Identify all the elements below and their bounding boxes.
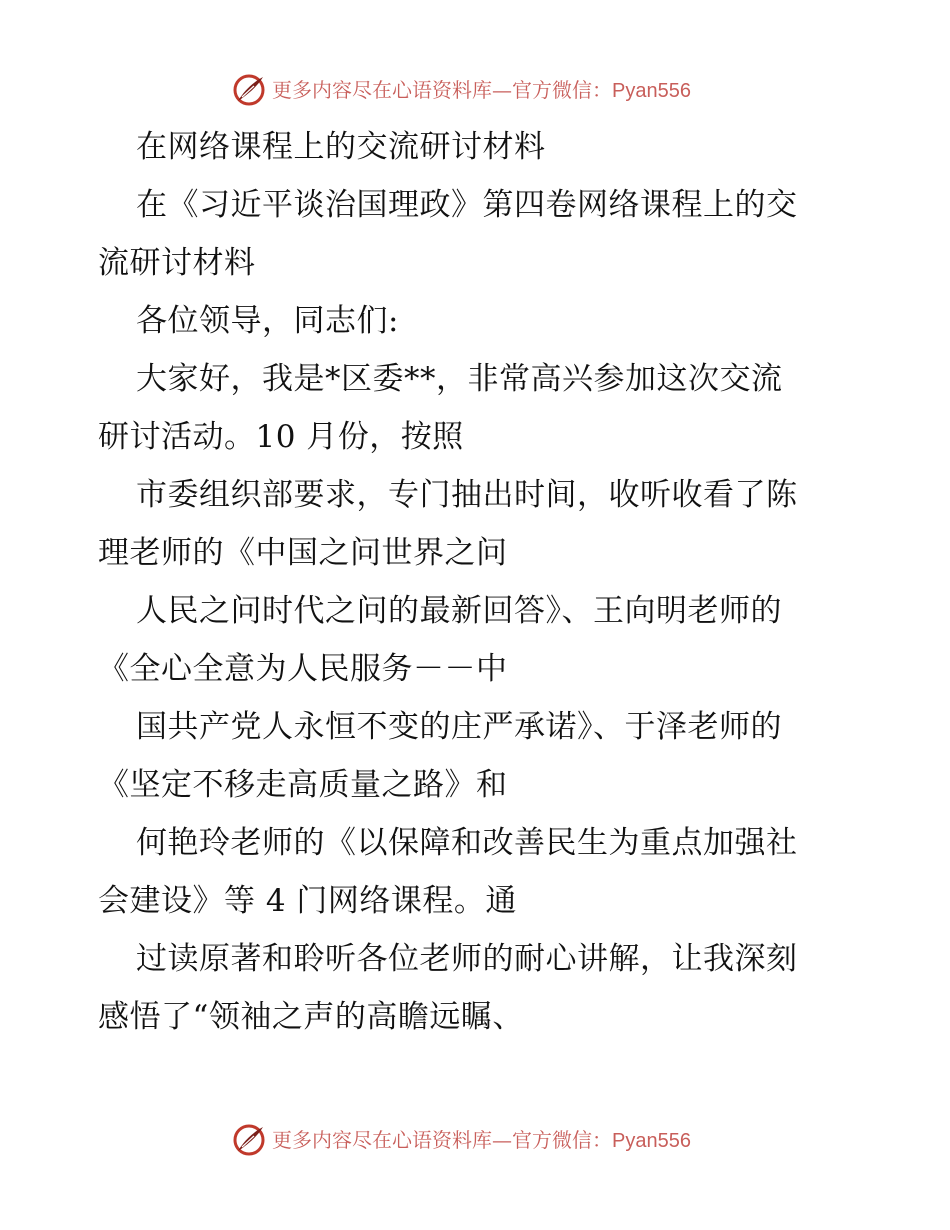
- paragraph-line: 何艳玲老师的《以保障和改善民生为重点加强社: [136, 825, 798, 861]
- paragraph-line: 市委组织部要求，专门抽出时间，收听收看了陈: [136, 477, 798, 513]
- paragraph-line: 研讨活动。10 月份，按照: [98, 419, 464, 455]
- header-wechat-label: 官方微信：: [512, 77, 612, 102]
- paragraph-line: 在《习近平谈治国理政》第四卷网络课程上的交: [136, 187, 798, 223]
- quill-logo-icon: [232, 1123, 266, 1157]
- footer-wechat-id: Pyan556: [612, 1129, 691, 1152]
- footer-site-name: 更多内容尽在心语资料库: [272, 1127, 492, 1152]
- header-separator: —: [492, 77, 512, 102]
- paragraph-line: 理老师的《中国之问世界之问: [98, 535, 508, 571]
- footer-wechat-label: 官方微信：: [512, 1127, 612, 1152]
- paragraph-line: 《坚定不移走高质量之路》和: [98, 767, 508, 803]
- header-wechat-id: Pyan556: [612, 79, 691, 102]
- paragraph-line: 流研讨材料: [98, 245, 256, 281]
- document-title: 在网络课程上的交流研讨材料: [136, 129, 546, 165]
- paragraph-line: 会建设》等 4 门网络课程。通: [98, 883, 517, 919]
- footer-banner-text: [272, 1127, 691, 1152]
- header-site-name: 更多内容尽在心语资料库: [272, 77, 492, 102]
- quill-logo-icon: [232, 73, 266, 107]
- paragraph-line: 感悟了“领袖之声的高瞻远瞩、: [98, 999, 524, 1035]
- paragraph-line: 《全心全意为人民服务－－中: [98, 651, 508, 687]
- header-banner: [232, 70, 752, 110]
- paragraph-line: 国共产党人永恒不变的庄严承诺》、于泽老师的: [136, 709, 782, 745]
- footer-banner: [232, 1120, 752, 1160]
- header-banner-text: [272, 77, 691, 102]
- salutation: 各位领导，同志们:: [136, 303, 399, 339]
- paragraph-line: 人民之问时代之问的最新回答》、王向明老师的: [136, 593, 782, 629]
- paragraph-line: 大家好，我是*区委**，非常高兴参加这次交流: [136, 361, 783, 397]
- paragraph-line: 过读原著和聆听各位老师的耐心讲解，让我深刻: [136, 941, 798, 977]
- document-body: [98, 118, 858, 1046]
- footer-separator: —: [492, 1127, 512, 1152]
